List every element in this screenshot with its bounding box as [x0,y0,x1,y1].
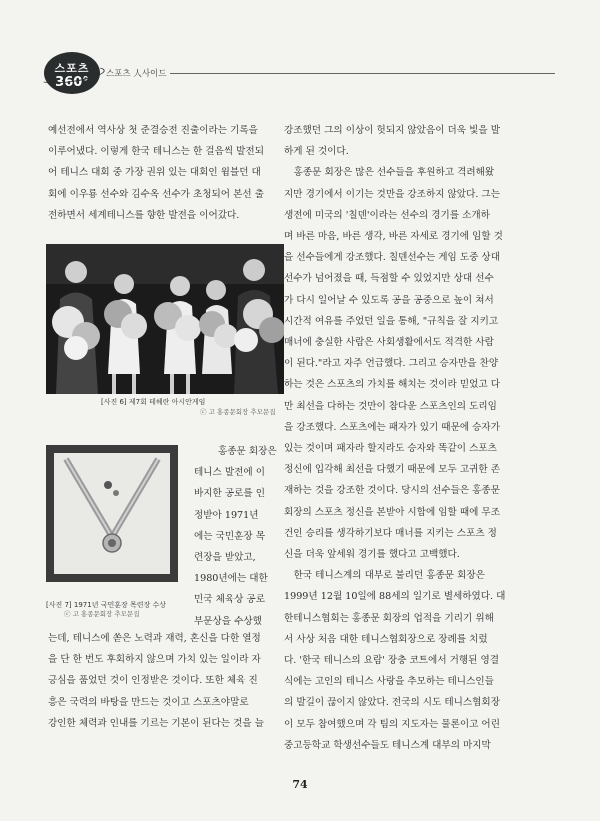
right-column-text [284,120,556,756]
text-line: 긍심을 품었던 것이 인정받은 것이다. 또한 체육 진 [48,675,258,687]
section-label: 스포츠 人사이드 [106,69,167,79]
text-line: 바지한 공로를 인 [194,488,265,500]
text-line: 시간적 여유를 주었던 일을 통해, "규칙을 잘 지키고 [284,315,499,327]
text-line: 전하면서 세계테니스를 향한 발전을 이어갔다. [48,209,240,221]
text-line: 며 바른 마음, 바른 생각, 바른 자세로 경기에 임할 것 [284,231,503,243]
text-line: 한테니스협회는 홍종문 회장의 업적을 기리기 위해 [284,612,494,624]
text-line: 식에는 고인의 테니스 사랑을 추모하는 테니스인들 [284,676,494,688]
text-line: 을 강조했다. 스포츠에는 패자가 있기 때문에 승자가 [284,421,500,433]
text-line: 회에 이우룡 선수와 김수옥 선수가 초청되어 본선 출 [48,188,264,200]
text-line: 의 발길이 끊이지 않았다. 전국의 시도 테니스협회장 [284,697,500,709]
photo-group-illustration [46,244,284,394]
text-line: 한국 테니스계의 대부로 불리던 홍종문 회장은 [284,570,485,582]
text-line: 다. '한국 테니스의 요람' 장충 코트에서 거행된 영결 [284,655,500,667]
text-line: 1980년에는 대한 [194,573,268,585]
photo-tehran-asian-games [46,244,284,394]
text-line: 중고등학교 학생선수들도 테니스계 대부의 마지막 [284,739,491,751]
photo2-caption: [사진 7] 1971년 국민훈장 목련장 수상 [46,601,166,609]
text-line: 건인 승리를 생각하기보다 매너를 지키는 스포츠 정 [284,527,497,539]
medal-illustration [46,445,178,582]
photo2-credit: ⓒ 고 홍종문회장 추모문집 [64,610,140,618]
text-line: 매너에 충실한 사람은 사회생활에서도 적격한 사람 [284,337,494,349]
text-line: 서 사상 처음 대한 테니스협회장으로 장례를 치렀 [284,633,488,645]
photo-national-medal [46,445,178,582]
text-line: 어 테니스 대회 중 가장 권위 있는 대회인 윔블던 대 [48,167,261,179]
photo1-credit: ⓒ 고 홍종문회장 추모문집 [200,408,276,416]
text-line: 예선전에서 역사상 첫 준결승전 진출이라는 기록을 [48,125,258,136]
text-line: 가 다시 일어날 수 있도록 공을 공중으로 높이 쳐서 [284,294,494,306]
text-line: 을 단 한 번도 후회하지 않으며 가치 있는 일이라 자 [48,654,261,666]
text-line: 있는 것이며 패자라 할지라도 승자와 똑같이 스포츠 [284,443,497,455]
text-line: 만 최선을 다하는 것만이 참다운 스포츠인의 도리임 [284,400,497,412]
text-line: 흥은 국력의 바탕을 만드는 것이고 스포츠야말로 [48,696,249,708]
text-line: 회장의 스포츠 정신을 본받아 시합에 임할 때에 무조 [284,506,500,518]
text-line: 정신에 입각해 최선을 다했기 때문에 모두 고귀한 존 [284,464,500,476]
photo1-caption: [사진 6] 제7회 테헤란 아시안게임 [101,398,206,406]
text-line: 홍종문 회장은 많은 선수들을 후원하고 격려해왔 [284,167,495,179]
left-column-top-text [48,120,288,226]
text-line: 을 선수들에게 강조했다. 칠덴선수는 게임 도중 상대 [284,252,500,264]
logo-line1: 스포츠 [54,62,90,75]
text-line: 는데, 테니스에 쏟은 노력과 재력, 혼신을 다한 열정 [48,633,261,644]
text-line: 홍종문 회장은 [218,446,277,457]
text-line: 이루어냈다. 이렇게 한국 테니스는 한 걸음씩 발전되 [48,146,264,158]
text-line: 이 된다."라고 자주 언급했다. 그리고 승자만을 찬양 [284,358,499,370]
text-line: 강인한 체력과 인내를 기르는 기본이 된다는 것을 늘 [48,717,264,729]
text-line: 민국 체육상 공로 [194,594,265,606]
text-line: 지만 경기에서 이기는 것만을 강조하지 않았다. 그는 [284,188,500,200]
text-line: 1999년 12월 10일에 88세의 일기로 별세하였다. 대 [284,591,506,603]
text-line: 하는 것은 스포츠의 가치를 해치는 것이라 믿었고 다 [284,379,500,391]
text-line: 부문상을 수상했 [194,615,262,627]
text-line: 련장을 받았고, [194,552,256,564]
text-line: 에는 국민훈장 목 [194,530,265,542]
text-line: 생전에 미국의 '칠덴'이라는 선수의 경기를 소개하 [284,209,490,221]
text-line: 테니스 발전에 이 [194,467,265,479]
text-line: 정받아 1971년 [194,509,259,521]
wrap-text-beside-medal [194,441,290,632]
text-line: 이 모두 참여했으며 각 팀의 지도자는 물론이고 어린 [284,718,500,730]
text-line: 재하는 것을 강조한 것이다. 당시의 선수들은 홍종문 [284,485,500,497]
text-line: 하게 된 것이다. [284,146,349,158]
text-line: 신을 더욱 앞세워 경기를 했다고 고백했다. [284,549,460,561]
text-line: 강조했던 그의 이상이 헛되지 않았음이 더욱 빛을 발 [284,125,500,136]
logo-line2: 360° [55,75,89,90]
left-column-bottom-text [48,628,288,734]
sports360-logo [44,52,100,94]
text-line: 선수가 넘어졌을 때, 득점할 수 있었지만 상대 선수 [284,273,494,285]
page-number: 74 [292,778,308,791]
header-rule [170,73,555,74]
